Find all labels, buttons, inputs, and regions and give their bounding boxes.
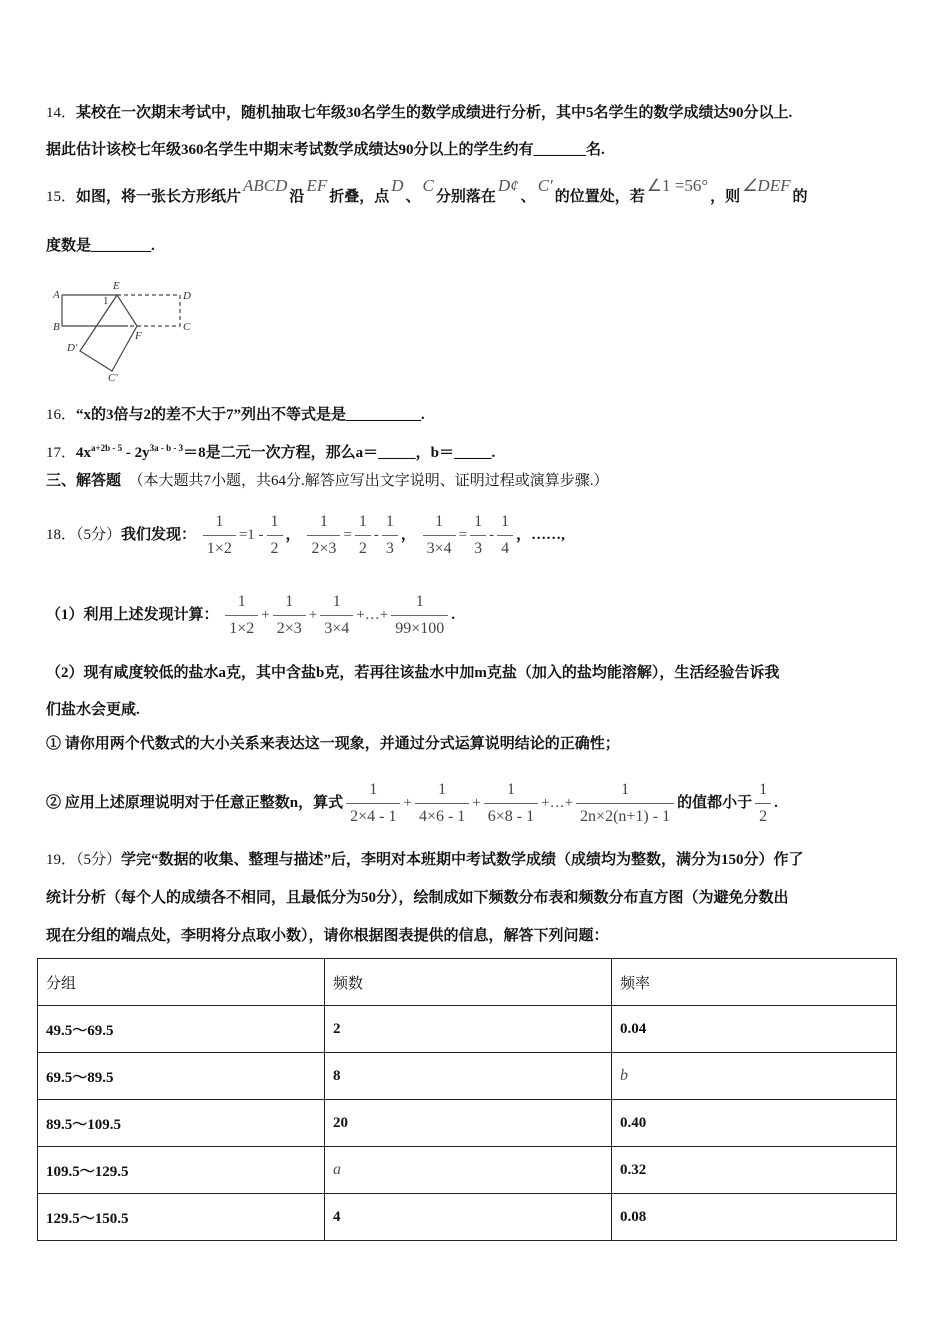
numerator: 1	[470, 512, 486, 536]
question-number: 16．	[46, 407, 77, 423]
section-heading	[46, 471, 609, 491]
period: .	[451, 607, 455, 623]
exponent: 3a - b - 3	[149, 443, 184, 453]
denominator: 2n×2(n+1) - 1	[580, 808, 671, 826]
q14-text: 某校在一次期末考试中，随机抽取七年级30名学生的数学成绩进行分析，其中5名学生的数学成绩达90分以上.	[76, 105, 793, 121]
numerator: 1	[320, 592, 353, 616]
denominator: 3×4	[324, 620, 350, 638]
text: 折叠，点	[329, 189, 390, 205]
denominator: 2×4 - 1	[350, 808, 397, 826]
fraction	[497, 512, 513, 559]
operator: +…+	[356, 607, 389, 623]
cell: a	[325, 1147, 612, 1194]
cell: b	[612, 1053, 897, 1100]
comma: ，	[285, 527, 301, 543]
label-b: B	[53, 321, 60, 333]
denominator: 1×2	[229, 620, 255, 638]
q15-line2: 度数是________.	[46, 238, 155, 254]
label-a: A	[53, 289, 60, 301]
numerator: 1	[391, 592, 448, 616]
operator: +	[308, 607, 318, 623]
cell: 0.08	[612, 1194, 897, 1241]
operator: =1 -	[238, 527, 264, 543]
table-row	[38, 1053, 897, 1100]
question-number: 18．	[46, 527, 77, 543]
section-title: 三、解答题	[46, 473, 122, 489]
text: 4x	[76, 445, 92, 461]
text: ，则	[710, 189, 741, 205]
fraction	[470, 512, 486, 559]
label-c-prime: C'	[108, 372, 118, 383]
text: - 2y	[122, 445, 150, 461]
fraction	[267, 512, 283, 559]
text: 的位置处，若	[554, 189, 645, 205]
numerator: 1	[755, 780, 771, 804]
text: 沿	[289, 189, 305, 205]
q18-part2-line1: （2）现有咸度较低的盐水a克，其中含盐b克，若再往该盐水中加m克盐（加入的盐均能溶解），生活经验告诉我	[46, 665, 780, 681]
fraction	[355, 512, 371, 559]
score: （5分）	[76, 527, 122, 543]
rect-solid	[62, 295, 128, 326]
fraction	[273, 592, 306, 639]
text: ＝8是二元一次方程，那么a＝_____，b＝_____.	[183, 445, 496, 461]
part-label: （1）利用上述发现计算：	[46, 607, 219, 623]
cell: 129.5～150.5	[38, 1194, 325, 1241]
label-c: C	[183, 321, 191, 333]
q18-part1	[46, 590, 455, 640]
text: 我们发现：	[121, 527, 197, 543]
q19-line2: 统计分析（每个人的成绩各不相同，且最低分为50分），绘制成如下频数分布表和频数分布直方图（为避免分数出	[46, 890, 789, 906]
cell: 49.5～69.5	[38, 1006, 325, 1053]
cell: 0.40	[612, 1100, 897, 1147]
fraction	[203, 512, 236, 559]
q15-line1	[46, 176, 808, 207]
q18-part2-item1: ① 请你用两个代数式的大小关系来表达这一现象，并通过分式运算说明结论的正确性；	[46, 736, 620, 752]
q18-part2-item2	[46, 778, 778, 828]
label-d-prime: D'	[67, 342, 78, 354]
numerator: 1	[382, 512, 398, 536]
fraction	[307, 512, 340, 559]
label-d: D	[183, 290, 191, 302]
numerator: 1	[203, 512, 236, 536]
q17-line	[46, 438, 495, 463]
numerator: 1	[346, 780, 400, 804]
denominator: 2	[358, 540, 367, 558]
numerator: 1	[415, 780, 469, 804]
question-number: 19．	[46, 852, 77, 868]
cell: 0.04	[612, 1006, 897, 1053]
q14-line2: 据此估计该校七年级360名学生中期末考试数学成绩达90分以上的学生约有_______名.	[46, 142, 605, 158]
text: 、	[520, 189, 536, 205]
numerator: 1	[497, 512, 513, 536]
q18-part2-line2: 们盐水会更咸.	[46, 702, 140, 718]
denominator: 6×8 - 1	[487, 808, 535, 826]
math: D¢	[497, 176, 519, 195]
fraction	[391, 592, 448, 639]
q16-line	[46, 405, 425, 425]
fraction	[484, 780, 538, 827]
operator: +…+	[541, 795, 574, 811]
cell: 2	[325, 1006, 612, 1053]
numerator: 1	[273, 592, 306, 616]
header-cell: 频率	[612, 959, 897, 1006]
cell: 0.32	[612, 1147, 897, 1194]
fold-figure	[50, 278, 200, 383]
denominator: 2×3	[276, 620, 302, 638]
question-number: 15．	[46, 189, 77, 205]
frequency-table	[37, 958, 897, 1241]
denominator: 3	[385, 540, 394, 558]
question-number: 17．	[46, 445, 77, 461]
fraction	[382, 512, 398, 559]
ellipsis: ，……,	[516, 527, 565, 543]
denominator: 2	[270, 540, 279, 558]
q14-line1	[46, 103, 792, 123]
numerator: 1	[484, 780, 538, 804]
math: D	[391, 176, 404, 195]
math: C′	[537, 176, 553, 195]
numerator: 1	[423, 512, 456, 536]
table-row	[38, 1147, 897, 1194]
numerator: 1	[576, 780, 674, 804]
operator: -	[373, 527, 379, 543]
text: 学完“数据的收集、整理与描述”后，李明对本班期中考试数学成绩（成绩均为整数，满分为150分）作了	[121, 852, 804, 868]
cell: 89.5～109.5	[38, 1100, 325, 1147]
denominator: 4×6 - 1	[418, 808, 466, 826]
label-angle-1: 1	[103, 295, 109, 307]
table-header-row	[38, 959, 897, 1006]
denominator: 2×3	[311, 540, 337, 558]
denominator: 2	[759, 808, 768, 826]
denominator: 3×4	[426, 540, 452, 558]
fraction	[415, 780, 469, 827]
text: 的值都小于	[677, 795, 753, 811]
operator: +	[472, 795, 481, 811]
header-cell: 分组	[38, 959, 325, 1006]
cell: 20	[325, 1100, 612, 1147]
numerator: 1	[267, 512, 283, 536]
header-cell: 频数	[325, 959, 612, 1006]
table-row	[38, 1100, 897, 1147]
label-f: F	[135, 330, 142, 342]
denominator: 1×2	[206, 540, 232, 558]
denominator: 99×100	[395, 620, 445, 638]
text: 分别落在	[435, 189, 496, 205]
section-note: （本大题共7小题，共64分.解答应写出文字说明、证明过程或演算步骤.）	[128, 473, 609, 489]
cell: 8	[325, 1053, 612, 1100]
cell: 4	[325, 1194, 612, 1241]
period: .	[774, 795, 778, 811]
fraction	[225, 592, 258, 639]
q19-line3: 现在分组的端点处，李明将分点取小数），请你根据图表提供的信息，解答下列问题：	[46, 928, 609, 944]
q18-line	[46, 510, 565, 560]
math: EF	[306, 176, 328, 195]
fraction	[423, 512, 456, 559]
score: （5分）	[76, 852, 122, 868]
math: ∠DEF	[742, 176, 791, 195]
fraction-half	[755, 780, 771, 827]
operator: =	[343, 527, 352, 543]
fraction	[576, 780, 674, 827]
math: ∠1 =56°	[646, 176, 709, 195]
denominator: 4	[501, 540, 510, 558]
text: 如图，将一张长方形纸片	[76, 189, 242, 205]
operator: =	[458, 527, 468, 543]
numerator: 1	[225, 592, 258, 616]
math: C	[422, 176, 434, 195]
table-row	[38, 1006, 897, 1053]
comma: ，	[400, 527, 416, 543]
denominator: 3	[474, 540, 483, 558]
fraction	[346, 780, 400, 827]
text: 、	[405, 189, 421, 205]
exponent: a+2b - 5	[91, 443, 123, 453]
numerator: 1	[355, 512, 371, 536]
numerator: 1	[307, 512, 340, 536]
label-e: E	[113, 280, 120, 292]
text: ② 应用上述原理说明对于任意正整数n，算式	[46, 795, 344, 811]
operator: -	[489, 527, 495, 543]
cell: 69.5～89.5	[38, 1053, 325, 1100]
math: ABCD	[243, 176, 288, 195]
fraction	[320, 592, 353, 639]
q19-line1	[46, 850, 804, 870]
operator: +	[403, 795, 412, 811]
table-row	[38, 1194, 897, 1241]
cell: 109.5～129.5	[38, 1147, 325, 1194]
question-number: 14．	[46, 105, 77, 121]
folded-part	[80, 295, 137, 371]
text: 的	[792, 189, 808, 205]
q16-text: “x的3倍与2的差不大于7”列出不等式是是__________.	[76, 407, 425, 423]
operator: +	[261, 607, 270, 623]
